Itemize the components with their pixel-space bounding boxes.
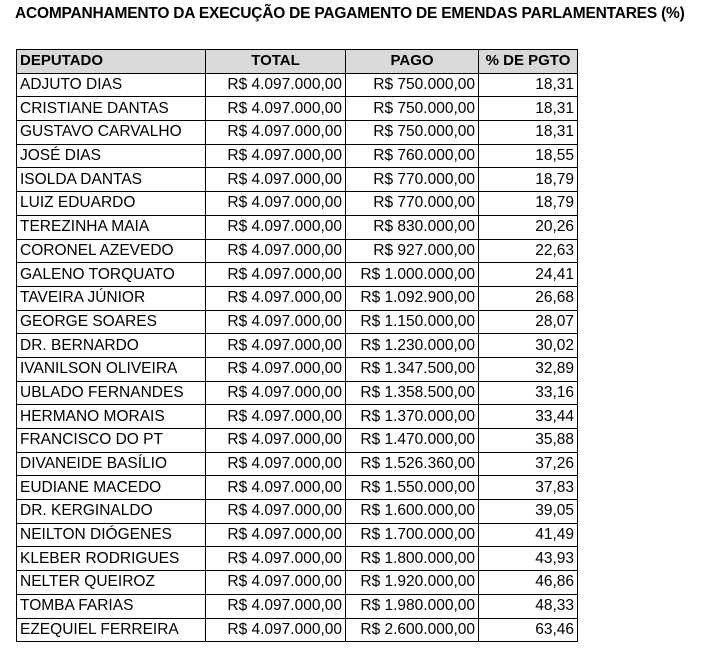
cell-pct: 28,07 <box>479 310 578 334</box>
table-body <box>17 73 578 642</box>
cell-pago: R$ 750.000,00 <box>346 97 479 121</box>
cell-pago: R$ 750.000,00 <box>346 121 479 145</box>
cell-pct: 18,31 <box>479 97 578 121</box>
cell-total: R$ 4.097.000,00 <box>206 263 346 287</box>
cell-deputado: UBLADO FERNANDES <box>17 381 206 405</box>
cell-deputado: EUDIANE MACEDO <box>17 476 206 500</box>
cell-pago: R$ 1.600.000,00 <box>346 500 479 524</box>
cell-pago: R$ 1.526.360,00 <box>346 452 479 476</box>
table-row <box>17 286 578 310</box>
table-row <box>17 594 578 618</box>
table-row <box>17 618 578 642</box>
table-row <box>17 452 578 476</box>
cell-pct: 18,79 <box>479 192 578 216</box>
table-row <box>17 381 578 405</box>
cell-pago: R$ 760.000,00 <box>346 144 479 168</box>
cell-deputado: GUSTAVO CARVALHO <box>17 121 206 145</box>
cell-pago: R$ 2.600.000,00 <box>346 618 479 642</box>
cell-total: R$ 4.097.000,00 <box>206 310 346 334</box>
table-row <box>17 405 578 429</box>
table-row <box>17 192 578 216</box>
cell-pago: R$ 1.150.000,00 <box>346 310 479 334</box>
table-row <box>17 144 578 168</box>
cell-deputado: TAVEIRA JÚNIOR <box>17 286 206 310</box>
cell-pct: 43,93 <box>479 547 578 571</box>
table-row <box>17 571 578 595</box>
cell-pct: 37,83 <box>479 476 578 500</box>
cell-deputado: ADJUTO DIAS <box>17 73 206 97</box>
cell-pago: R$ 1.550.000,00 <box>346 476 479 500</box>
cell-pct: 18,31 <box>479 73 578 97</box>
cell-pct: 33,44 <box>479 405 578 429</box>
table-row <box>17 73 578 97</box>
cell-total: R$ 4.097.000,00 <box>206 476 346 500</box>
cell-pct: 24,41 <box>479 263 578 287</box>
cell-pago: R$ 750.000,00 <box>346 73 479 97</box>
cell-pct: 41,49 <box>479 523 578 547</box>
table-row <box>17 121 578 145</box>
table-row <box>17 97 578 121</box>
cell-pago: R$ 830.000,00 <box>346 215 479 239</box>
table-row <box>17 429 578 453</box>
cell-total: R$ 4.097.000,00 <box>206 97 346 121</box>
cell-total: R$ 4.097.000,00 <box>206 239 346 263</box>
cell-total: R$ 4.097.000,00 <box>206 452 346 476</box>
cell-total: R$ 4.097.000,00 <box>206 168 346 192</box>
cell-total: R$ 4.097.000,00 <box>206 286 346 310</box>
cell-deputado: CRISTIANE DANTAS <box>17 97 206 121</box>
cell-pct: 63,46 <box>479 618 578 642</box>
cell-total: R$ 4.097.000,00 <box>206 357 346 381</box>
cell-pago: R$ 1.470.000,00 <box>346 429 479 453</box>
table-row <box>17 239 578 263</box>
cell-pago: R$ 1.358.500,00 <box>346 381 479 405</box>
cell-pct: 35,88 <box>479 429 578 453</box>
cell-pct: 37,26 <box>479 452 578 476</box>
cell-deputado: TEREZINHA MAIA <box>17 215 206 239</box>
cell-deputado: ISOLDA DANTAS <box>17 168 206 192</box>
table-header-row <box>17 50 578 74</box>
cell-pago: R$ 1.347.500,00 <box>346 357 479 381</box>
cell-pct: 33,16 <box>479 381 578 405</box>
cell-deputado: NELTER QUEIROZ <box>17 571 206 595</box>
cell-total: R$ 4.097.000,00 <box>206 381 346 405</box>
cell-total: R$ 4.097.000,00 <box>206 121 346 145</box>
cell-pct: 22,63 <box>479 239 578 263</box>
cell-total: R$ 4.097.000,00 <box>206 144 346 168</box>
cell-deputado: GEORGE SOARES <box>17 310 206 334</box>
cell-total: R$ 4.097.000,00 <box>206 571 346 595</box>
cell-pago: R$ 1.092.900,00 <box>346 286 479 310</box>
cell-pct: 46,86 <box>479 571 578 595</box>
table-row <box>17 500 578 524</box>
cell-total: R$ 4.097.000,00 <box>206 334 346 358</box>
cell-deputado: DR. BERNARDO <box>17 334 206 358</box>
table-row <box>17 168 578 192</box>
cell-total: R$ 4.097.000,00 <box>206 618 346 642</box>
cell-pago: R$ 1.700.000,00 <box>346 523 479 547</box>
page-title: ACOMPANHAMENTO DA EXECUÇÃO DE PAGAMENTO DE EMENDAS PARLAMENTARES (%) <box>15 5 685 22</box>
cell-pct: 18,79 <box>479 168 578 192</box>
column-header-total: TOTAL <box>206 50 346 74</box>
table-row <box>17 310 578 334</box>
table-row <box>17 547 578 571</box>
cell-pct: 20,26 <box>479 215 578 239</box>
payments-table <box>16 49 578 642</box>
cell-pago: R$ 1.800.000,00 <box>346 547 479 571</box>
table-row <box>17 357 578 381</box>
cell-pago: R$ 770.000,00 <box>346 192 479 216</box>
cell-pct: 32,89 <box>479 357 578 381</box>
table-row <box>17 523 578 547</box>
cell-total: R$ 4.097.000,00 <box>206 547 346 571</box>
cell-pago: R$ 927.000,00 <box>346 239 479 263</box>
cell-pct: 48,33 <box>479 594 578 618</box>
cell-pago: R$ 770.000,00 <box>346 168 479 192</box>
cell-pct: 18,31 <box>479 121 578 145</box>
cell-total: R$ 4.097.000,00 <box>206 215 346 239</box>
cell-total: R$ 4.097.000,00 <box>206 594 346 618</box>
cell-total: R$ 4.097.000,00 <box>206 523 346 547</box>
cell-deputado: GALENO TORQUATO <box>17 263 206 287</box>
cell-deputado: TOMBA FARIAS <box>17 594 206 618</box>
cell-deputado: CORONEL AZEVEDO <box>17 239 206 263</box>
cell-pct: 18,55 <box>479 144 578 168</box>
table-row <box>17 215 578 239</box>
cell-deputado: KLEBER RODRIGUES <box>17 547 206 571</box>
cell-pago: R$ 1.980.000,00 <box>346 594 479 618</box>
cell-pago: R$ 1.370.000,00 <box>346 405 479 429</box>
cell-deputado: DIVANEIDE BASÍLIO <box>17 452 206 476</box>
cell-total: R$ 4.097.000,00 <box>206 405 346 429</box>
cell-deputado: IVANILSON OLIVEIRA <box>17 357 206 381</box>
column-header-deputado: DEPUTADO <box>17 50 206 74</box>
cell-pago: R$ 1.230.000,00 <box>346 334 479 358</box>
table-row <box>17 334 578 358</box>
cell-pago: R$ 1.920.000,00 <box>346 571 479 595</box>
cell-total: R$ 4.097.000,00 <box>206 73 346 97</box>
column-header-pago: PAGO <box>346 50 479 74</box>
table-row <box>17 476 578 500</box>
cell-pct: 30,02 <box>479 334 578 358</box>
cell-deputado: JOSÉ DIAS <box>17 144 206 168</box>
cell-deputado: DR. KERGINALDO <box>17 500 206 524</box>
cell-deputado: NEILTON DIÓGENES <box>17 523 206 547</box>
cell-pago: R$ 1.000.000,00 <box>346 263 479 287</box>
column-header-pct: % DE PGTO <box>479 50 578 74</box>
cell-deputado: LUIZ EDUARDO <box>17 192 206 216</box>
cell-total: R$ 4.097.000,00 <box>206 500 346 524</box>
cell-deputado: EZEQUIEL FERREIRA <box>17 618 206 642</box>
table-row <box>17 263 578 287</box>
cell-deputado: FRANCISCO DO PT <box>17 429 206 453</box>
cell-pct: 39,05 <box>479 500 578 524</box>
cell-deputado: HERMANO MORAIS <box>17 405 206 429</box>
cell-total: R$ 4.097.000,00 <box>206 429 346 453</box>
cell-pct: 26,68 <box>479 286 578 310</box>
cell-total: R$ 4.097.000,00 <box>206 192 346 216</box>
